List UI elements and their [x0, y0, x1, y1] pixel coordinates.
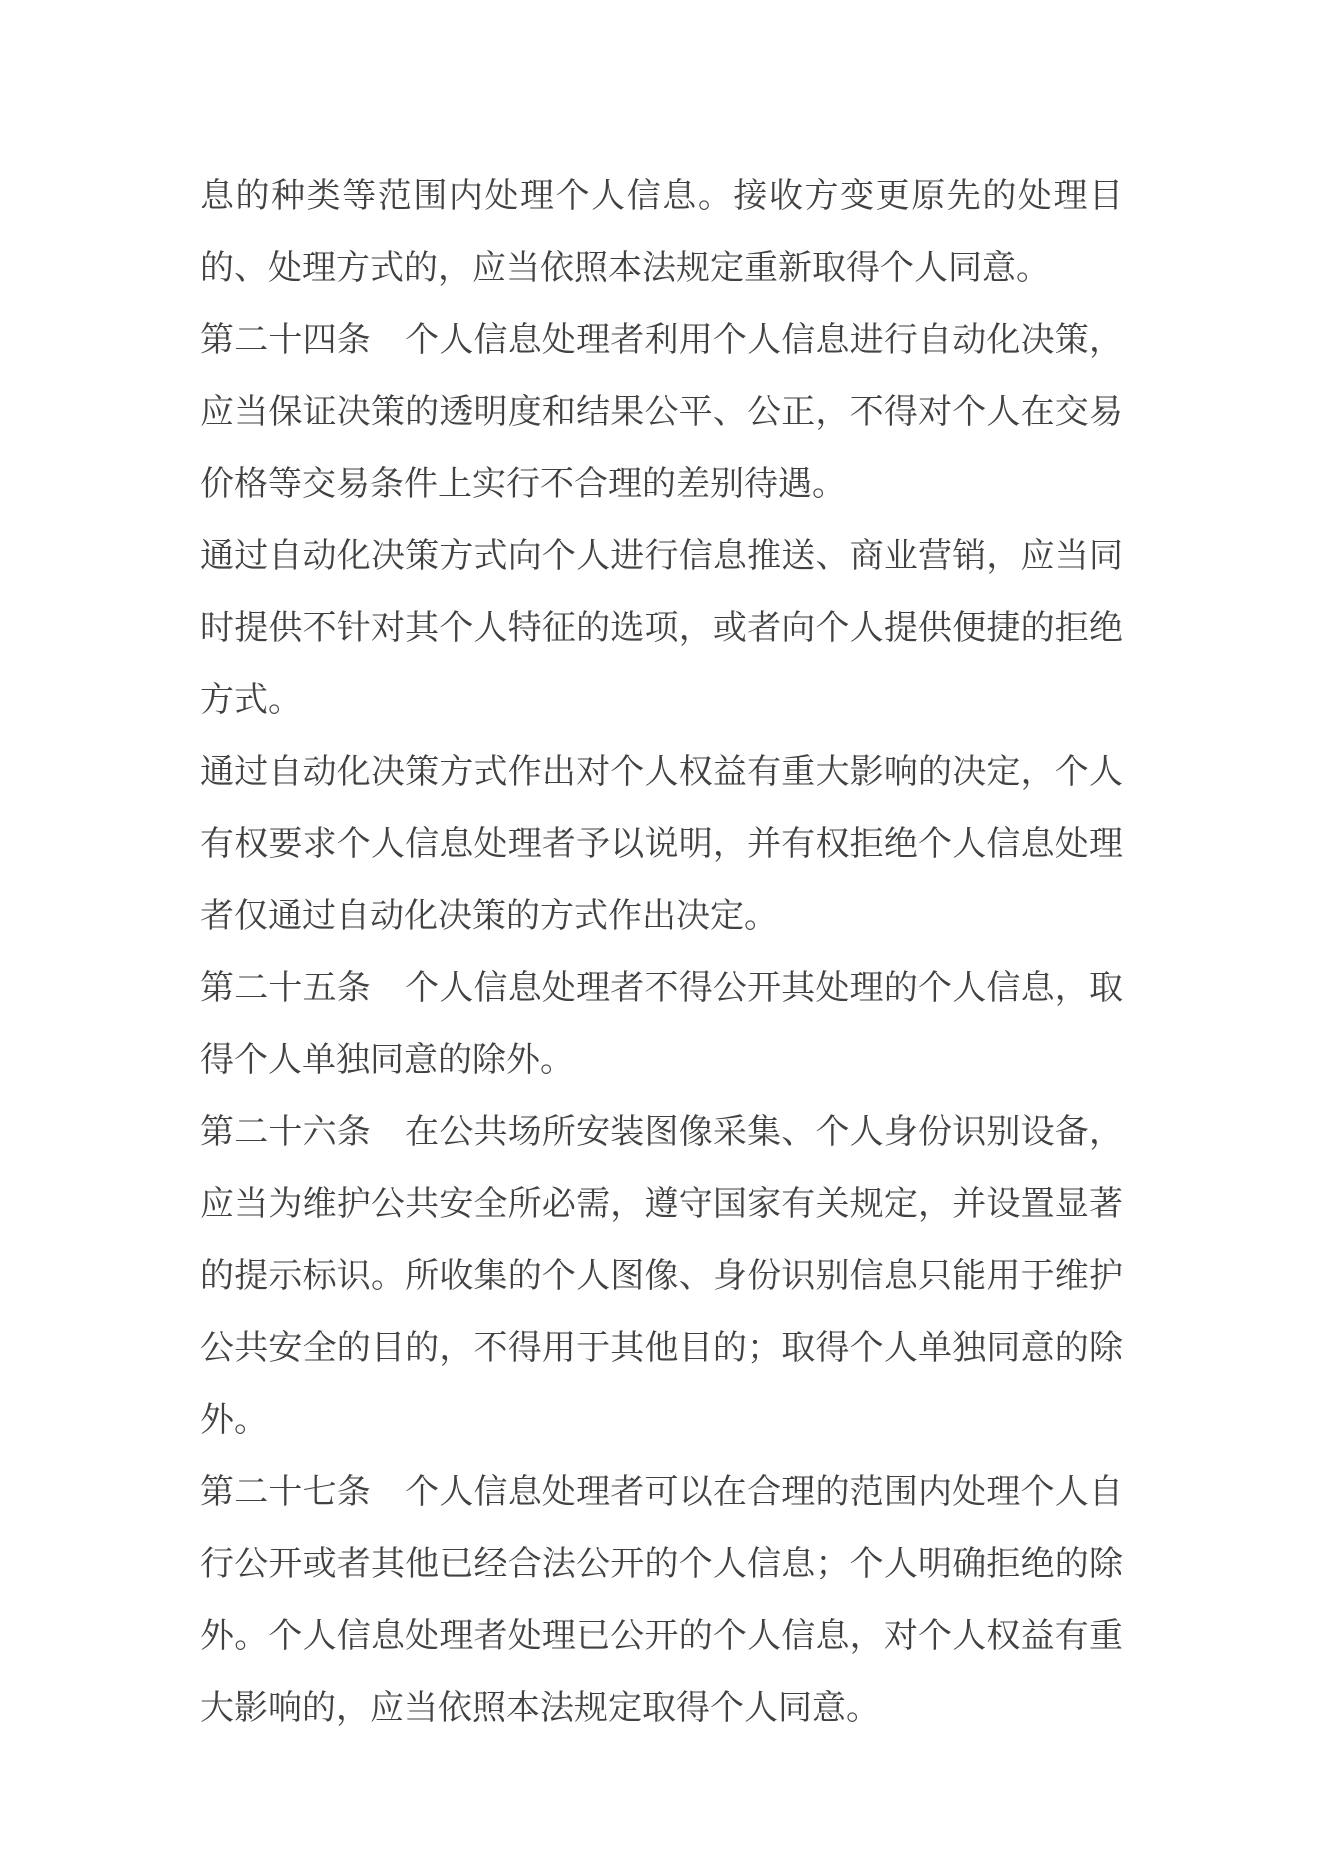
text-line: 大影响的，应当依照本法规定取得个人同意。: [200, 1688, 880, 1728]
text-line: 第二十四条 个人信息处理者利用个人信息进行自动化决策，: [200, 320, 1123, 360]
text-line: 应当保证决策的透明度和结果公平、公正，不得对个人在交易: [200, 392, 1123, 432]
document-text-block: [200, 160, 1123, 1744]
text-line: 第二十六条 在公共场所安装图像采集、个人身份识别设备，: [200, 1112, 1123, 1152]
text-line: 通过自动化决策方式作出对个人权益有重大影响的决定，个人: [200, 752, 1123, 792]
text-line: 第二十七条 个人信息处理者可以在合理的范围内处理个人自: [200, 1472, 1123, 1512]
text-line: 第二十五条 个人信息处理者不得公开其处理的个人信息，取: [200, 968, 1123, 1008]
text-line: 外。: [200, 1400, 268, 1440]
text-line: 者仅通过自动化决策的方式作出决定。: [200, 896, 778, 936]
text-line: 的提示标识。所收集的个人图像、身份识别信息只能用于维护: [200, 1256, 1123, 1296]
text-line: 公共安全的目的，不得用于其他目的；取得个人单独同意的除: [200, 1328, 1123, 1368]
text-line: 价格等交易条件上实行不合理的差别待遇。: [200, 464, 846, 504]
text-line: 外。个人信息处理者处理已公开的个人信息，对个人权益有重: [200, 1616, 1123, 1656]
text-line: 得个人单独同意的除外。: [200, 1040, 574, 1080]
text-line: 时提供不针对其个人特征的选项，或者向个人提供便捷的拒绝: [200, 608, 1123, 648]
text-line: 通过自动化决策方式向个人进行信息推送、商业营销，应当同: [200, 536, 1123, 576]
text-line: 的、处理方式的，应当依照本法规定重新取得个人同意。: [200, 248, 1050, 288]
text-line: 应当为维护公共安全所必需，遵守国家有关规定，并设置显著: [200, 1184, 1123, 1224]
text-line: 有权要求个人信息处理者予以说明，并有权拒绝个人信息处理: [200, 824, 1123, 864]
text-line: 息的种类等范围内处理个人信息。接收方变更原先的处理目: [200, 176, 1123, 216]
text-line: 行公开或者其他已经合法公开的个人信息；个人明确拒绝的除: [200, 1544, 1123, 1584]
text-line: 方式。: [200, 680, 302, 720]
